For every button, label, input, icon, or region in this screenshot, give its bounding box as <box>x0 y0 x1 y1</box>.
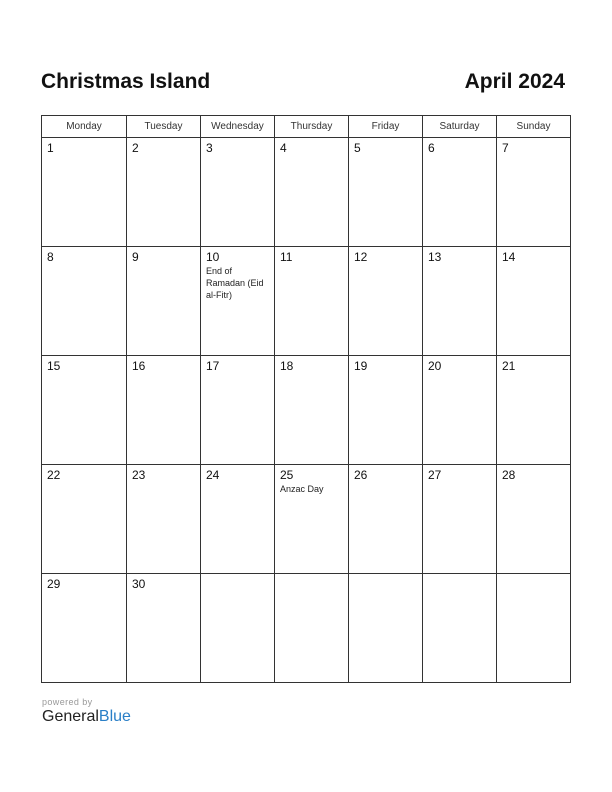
day-cell <box>201 247 275 356</box>
day-number: 23 <box>132 468 146 482</box>
country-title: Christmas Island <box>41 70 211 93</box>
day-cell <box>127 247 201 356</box>
day-number: 13 <box>428 250 442 264</box>
day-number: 11 <box>280 250 293 264</box>
day-number: 22 <box>47 468 61 482</box>
logo-text-general: General <box>42 708 99 725</box>
day-number: 10 <box>206 250 220 264</box>
weekday-header-row <box>42 116 571 138</box>
day-cell <box>42 574 127 683</box>
day-number: 20 <box>428 359 442 373</box>
day-cell <box>275 138 349 247</box>
week-row <box>42 247 571 356</box>
generalblue-logo[interactable] <box>42 708 131 726</box>
day-cell <box>497 574 571 683</box>
day-cell <box>497 465 571 574</box>
weekday-monday: Monday <box>42 116 127 138</box>
day-number: 15 <box>47 359 61 373</box>
day-number: 24 <box>206 468 220 482</box>
day-cell <box>423 574 497 683</box>
weekday-saturday: Saturday <box>423 116 497 138</box>
weekday-sunday: Sunday <box>497 116 571 138</box>
day-number: 30 <box>132 577 146 591</box>
page-header <box>41 70 565 94</box>
day-number: 8 <box>47 250 54 264</box>
day-number: 6 <box>428 141 435 155</box>
day-cell <box>275 356 349 465</box>
day-number: 5 <box>354 141 361 155</box>
day-number: 19 <box>354 359 368 373</box>
day-number: 26 <box>354 468 368 482</box>
day-cell <box>127 574 201 683</box>
day-cell <box>497 138 571 247</box>
day-number: 7 <box>502 141 509 155</box>
day-cell <box>349 138 423 247</box>
footer <box>42 697 131 726</box>
day-number: 21 <box>502 359 516 373</box>
weekday-thursday: Thursday <box>275 116 349 138</box>
day-cell <box>275 247 349 356</box>
day-number: 29 <box>47 577 61 591</box>
day-number: 17 <box>206 359 220 373</box>
logo-text-blue: Blue <box>98 708 131 725</box>
month-year-title: April 2024 <box>464 70 565 93</box>
day-cell <box>127 465 201 574</box>
day-number: 28 <box>502 468 516 482</box>
day-cell <box>497 356 571 465</box>
day-number: 3 <box>206 141 213 155</box>
powered-by-text: powered by <box>42 697 93 707</box>
day-number: 18 <box>280 359 294 373</box>
day-cell <box>423 356 497 465</box>
day-cell <box>201 138 275 247</box>
day-cell <box>201 465 275 574</box>
day-cell <box>423 138 497 247</box>
weekday-tuesday: Tuesday <box>127 116 201 138</box>
holiday-label: End of Ramadan (Eid al-Fitr) <box>206 266 264 300</box>
day-number: 9 <box>132 250 139 264</box>
day-cell <box>42 247 127 356</box>
day-cell <box>349 574 423 683</box>
day-cell <box>275 574 349 683</box>
day-cell <box>42 356 127 465</box>
week-row <box>42 574 571 683</box>
weekday-friday: Friday <box>349 116 423 138</box>
week-row <box>42 138 571 247</box>
week-row <box>42 356 571 465</box>
calendar-grid <box>41 115 571 683</box>
day-cell <box>349 356 423 465</box>
day-cell <box>42 465 127 574</box>
day-cell <box>275 465 349 574</box>
day-cell <box>349 465 423 574</box>
holiday-label: Anzac Day <box>280 484 324 494</box>
day-number: 14 <box>502 250 516 264</box>
day-cell <box>127 356 201 465</box>
day-number: 12 <box>354 250 368 264</box>
week-row <box>42 465 571 574</box>
weekday-wednesday: Wednesday <box>201 116 275 138</box>
day-cell <box>201 356 275 465</box>
day-cell <box>423 247 497 356</box>
day-number: 27 <box>428 468 442 482</box>
day-cell <box>42 138 127 247</box>
day-cell <box>201 574 275 683</box>
day-cell <box>423 465 497 574</box>
day-cell <box>127 138 201 247</box>
day-number: 16 <box>132 359 146 373</box>
day-cell <box>349 247 423 356</box>
day-number: 4 <box>280 141 287 155</box>
day-cell <box>497 247 571 356</box>
day-number: 1 <box>47 141 54 155</box>
day-number: 25 <box>280 468 294 482</box>
calendar-body <box>42 138 571 683</box>
day-number: 2 <box>132 141 139 155</box>
